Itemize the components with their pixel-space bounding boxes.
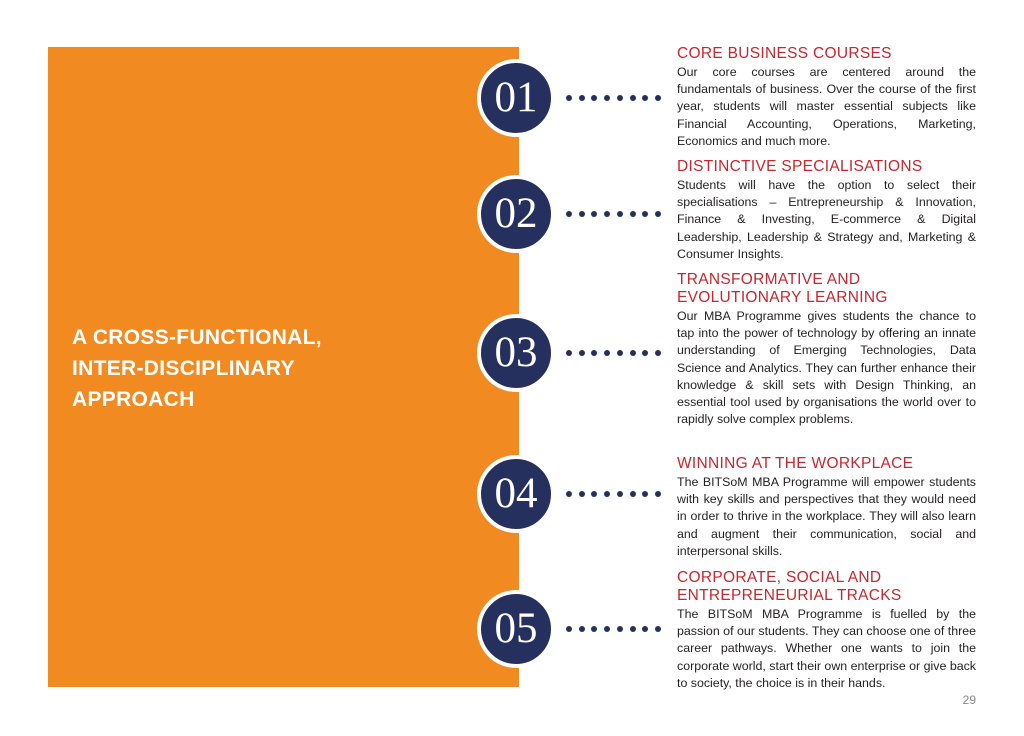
number-badge-02: 02 xyxy=(477,175,555,253)
section-body: Our core courses are centered around the fundamentals of business. Over the course of the first year, students will master essential subjects like Financial Accounting, Operations, Marketing, Economics and much more. xyxy=(677,65,976,148)
number-badge-04: 04 xyxy=(477,455,555,533)
dotted-connector-02 xyxy=(566,211,661,217)
dotted-connector-04 xyxy=(566,491,661,497)
section-title: DISTINCTIVE SPECIALISATIONS xyxy=(677,158,923,175)
dotted-connector-05 xyxy=(566,626,661,632)
section-body: The BITSoM MBA Programme will empower students with key skills and perspectives that they would need in order to thrive in the workplace. They will also learn and augment their communication, social and interpersonal skills. xyxy=(677,475,976,558)
dotted-connector-01 xyxy=(566,95,661,101)
section-title: CORPORATE, SOCIAL AND ENTREPRENEURIAL TRACKS xyxy=(677,569,902,604)
section-body: Students will have the option to select their specialisations – Entrepreneurship & Innovation, Finance & Investing, E-commerce & Digital Leadership, Leadership & Strategy and, Marketing & Consumer Insights. xyxy=(677,178,976,261)
number-badge-05: 05 xyxy=(477,590,555,668)
section-title: WINNING AT THE WORKPLACE xyxy=(677,455,914,472)
headline-line-3: APPROACH xyxy=(72,388,195,411)
section-title: CORE BUSINESS COURSES xyxy=(677,45,892,62)
number-badge-01: 01 xyxy=(477,59,555,137)
headline-line-2: INTER-DISCIPLINARY xyxy=(72,357,295,380)
number-badge-03: 03 xyxy=(477,314,555,392)
dotted-connector-03 xyxy=(566,350,661,356)
section-body: The BITSoM MBA Programme is fuelled by the passion of our students. They can choose one of three career pathways. Whether one wants to join the corporate world, start their own enterprise or give back to society, the choice is in their hands. xyxy=(677,607,976,690)
section-career-tracks xyxy=(677,569,976,692)
page-number: 29 xyxy=(962,693,976,707)
headline-line-1: A CROSS-FUNCTIONAL, xyxy=(72,326,322,349)
section-body: Our MBA Programme gives students the chance to tap into the power of technology by offering an innate understanding of Emerging Technologies, Data Science and Analytics. They can further enhance their knowledge & skill sets with Design Thinking, an essential tool used by organisations the world over to rapidly solve complex problems. xyxy=(677,309,976,427)
page-headline xyxy=(72,322,402,415)
section-core-business-courses xyxy=(677,45,976,150)
section-transformative-learning xyxy=(677,271,976,428)
section-distinctive-specialisations xyxy=(677,158,976,263)
section-winning-at-workplace xyxy=(677,455,976,560)
section-title: TRANSFORMATIVE AND EVOLUTIONARY LEARNING xyxy=(677,271,888,306)
